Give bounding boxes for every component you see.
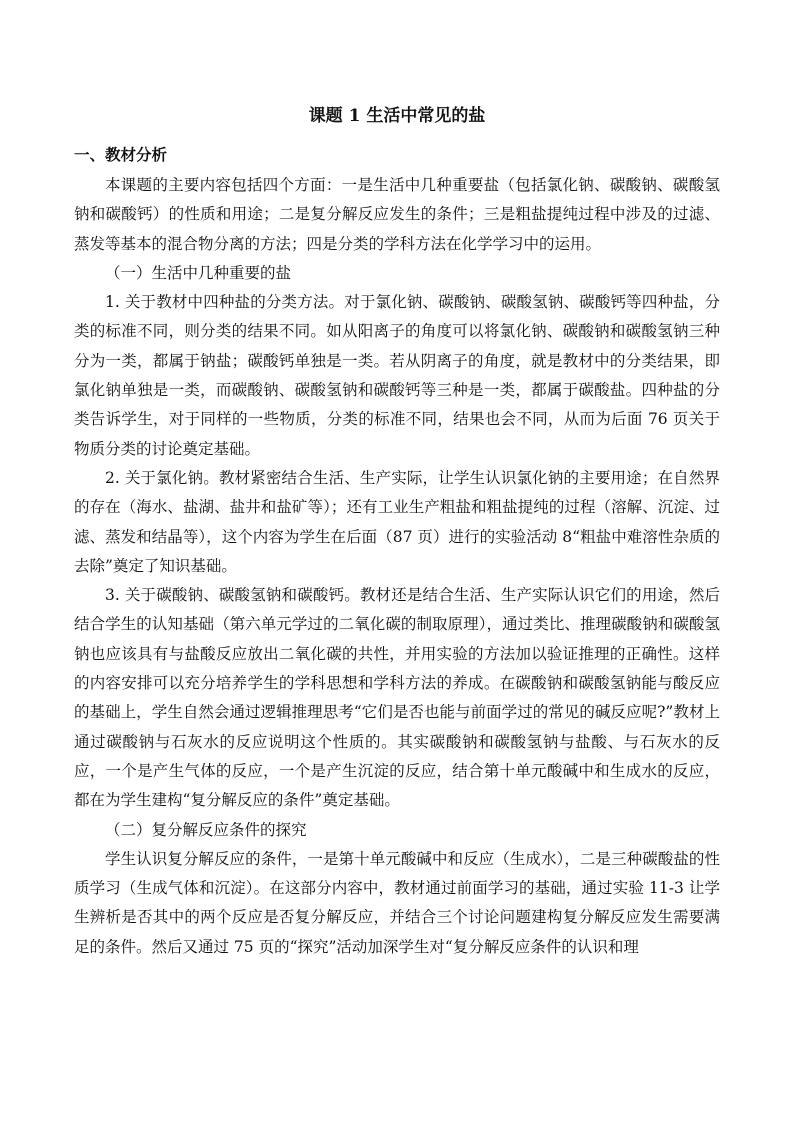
subsection-heading-important-salts: （一）生活中几种重要的盐 bbox=[105, 263, 292, 282]
document-title: 课题 1 生活中常见的盐 bbox=[308, 106, 486, 126]
section-heading-textbook-analysis: 一、教材分析 bbox=[74, 145, 168, 164]
intro-paragraph: 本课题的主要内容包括四个方面：一是生活中几种重要盐（包括氯化钠、碳酸钠、碳酸氢钠和碳酸钙）的性质和用途；二是复分解反应发生的条件；三是粗盐提纯过程中涉及的过滤、蒸发等基本的混合物分离的方法；四是分类的学科方法在化学学习中的运用。 bbox=[74, 176, 720, 253]
paragraph-sodium-chloride: 2. 关于氯化钠。教材紧密结合生活、生产实际，让学生认识氯化钠的主要用途；在自然界的存在（海水、盐湖、盐井和盐矿等）；还有工业生产粗盐和粗盐提纯的过程（溶解、沉淀、过滤、蒸发和结晶等），这个内容为学生在后面（87 页）进行的实验活动 8“粗盐中难溶性杂质的去除”奠定了知识基础。 bbox=[74, 468, 720, 575]
subsection-heading-double-decomposition: （二）复分解反应条件的探究 bbox=[105, 820, 307, 839]
paragraph-carbonates: 3. 关于碳酸钠、碳酸氢钠和碳酸钙。教材还是结合生活、生产实际认识它们的用途，然后结合学生的认知基础（第六单元学过的二氧化碳的制取原理），通过类比、推理碳酸钠和碳酸氢钠也应该具有与盐酸反应放出二氧化碳的共性，并用实验的方法加以验证推理的正确性。这样的内容安排可以充分培养学生的学科思想和学科方法的养成。在碳酸钠和碳酸氢钠能与酸反应的基础上，学生自然会通过逻辑推理思考“它们是否也能与前面学过的常见的碱反应呢?”教材上通过碳酸钠与石灰水的反应说明这个性质的。其实碳酸钠和碳酸氢钠与盐酸、与石灰水的反应，一个是产生气体的反应，一个是产生沉淀的反应，结合第十单元酸碱中和生成水的反应，都在为学生建构“复分解反应的条件”奠定基础。 bbox=[74, 586, 720, 810]
paragraph-reaction-conditions: 学生认识复分解反应的条件，一是第十单元酸碱中和反应（生成水），二是三种碳酸盐的性质学习（生成气体和沉淀）。在这部分内容中，教材通过前面学习的基础，通过实验 11-3 让学生辨析是否其中的两个反应是否复分解反应，并结合三个讨论问题建构复分解反应发生需要满足的条件。然后又通过 75 页的“探究”活动加深学生对“复分解反应条件的认识和理 bbox=[74, 849, 720, 956]
document-body bbox=[74, 171, 720, 962]
paragraph-salt-classification: 1. 关于教材中四种盐的分类方法。对于氯化钠、碳酸钠、碳酸氢钠、碳酸钙等四种盐，分类的标准不同，则分类的结果不同。如从阳离子的角度可以将氯化钠、碳酸钠和碳酸氢钠三种分为一类，都属于钠盐；碳酸钙单独是一类。若从阴离子的角度，就是教材中的分类结果，即氯化钠单独是一类，而碳酸钠、碳酸氢钠和碳酸钙等三种是一类，都属于碳酸盐。四种盐的分类告诉学生，对于同样的一些物质，分类的标准不同，结果也会不同，从而为后面 76 页关于物质分类的讨论奠定基础。 bbox=[74, 293, 720, 458]
